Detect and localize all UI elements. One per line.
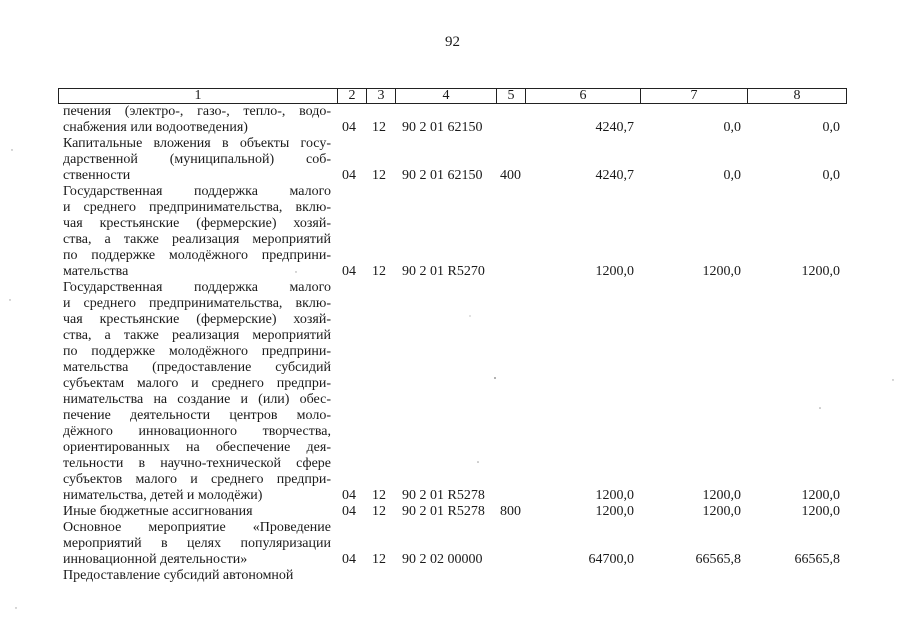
description-line: чая крестьянские (фермерские) хозяй-: [63, 216, 331, 231]
cell-column-5: 800: [500, 504, 521, 519]
column-header-5: 5: [497, 89, 526, 104]
cell-column-3: 12: [372, 264, 386, 279]
cell-column-8: 1200,0: [801, 488, 840, 503]
column-header-2: 2: [338, 89, 367, 104]
table-row: [0, 568, 905, 584]
cell-column-8: 1200,0: [801, 504, 840, 519]
cell-column-7: 66565,8: [695, 552, 741, 567]
cell-column-6: 1200,0: [595, 504, 634, 519]
description-line: Иные бюджетные ассигнования: [63, 504, 253, 519]
cell-column-4: 90 2 01 R5270: [402, 264, 485, 279]
cell-column-2: 04: [342, 504, 356, 519]
description-line: дарственной (муниципальной) соб-: [63, 152, 331, 167]
description-line: субъектам малого и среднего предпри-: [63, 376, 331, 391]
row-description: [63, 184, 331, 280]
table-row: [0, 136, 905, 184]
cell-column-3: 12: [372, 504, 386, 519]
cell-column-6: 1200,0: [595, 488, 634, 503]
cell-column-2: 04: [342, 120, 356, 135]
description-line: Предоставление субсидий автономной: [63, 568, 294, 583]
description-line: ства, а также реализация мероприятий: [63, 328, 331, 343]
row-description: [63, 280, 331, 504]
description-line: ственности: [63, 168, 131, 183]
cell-column-2: 04: [342, 488, 356, 503]
cell-column-3: 12: [372, 488, 386, 503]
cell-column-4: 90 2 01 R5278: [402, 488, 485, 503]
column-header-3: 3: [367, 89, 396, 104]
cell-column-7: 1200,0: [702, 264, 741, 279]
description-line: инновационной деятельности»: [63, 552, 248, 567]
description-line: дёжного инновационного творчества,: [63, 424, 331, 439]
column-header-row: [59, 89, 847, 104]
column-header-table: [58, 88, 847, 104]
table-row: [0, 520, 905, 568]
cell-column-7: 0,0: [723, 168, 741, 183]
cell-column-2: 04: [342, 552, 356, 567]
description-line: мательства (предоставление субсидий: [63, 360, 331, 375]
description-line: чая крестьянские (фермерские) хозяй-: [63, 312, 331, 327]
cell-column-4: 90 2 02 00000: [402, 552, 483, 567]
description-line: и среднего предпринимательства, вклю-: [63, 296, 331, 311]
cell-column-4: 90 2 01 R5278: [402, 504, 485, 519]
table-row: [0, 184, 905, 280]
table-row: [0, 504, 905, 520]
table-body: [0, 104, 905, 584]
cell-column-8: 66565,8: [794, 552, 840, 567]
description-line: тельности в научно-технической сфере: [63, 456, 331, 471]
description-line: ориентированных на обеспечение дея-: [63, 440, 331, 455]
description-line: Государственная поддержка малого: [63, 184, 331, 199]
description-line: Государственная поддержка малого: [63, 280, 331, 295]
row-description: [63, 568, 331, 584]
page-number: 92: [445, 34, 460, 50]
cell-column-2: 04: [342, 168, 356, 183]
cell-column-3: 12: [372, 168, 386, 183]
row-description: [63, 136, 331, 184]
table-row: [0, 104, 905, 136]
cell-column-7: 1200,0: [702, 488, 741, 503]
row-description: [63, 104, 331, 136]
column-header-7: 7: [641, 89, 748, 104]
description-line: субъектов малого и среднего предпри-: [63, 472, 331, 487]
cell-column-6: 4240,7: [595, 120, 634, 135]
column-header-4: 4: [396, 89, 497, 104]
description-line: по поддержке молодёжного предприни-: [63, 344, 331, 359]
description-line: нимательства, детей и молодёжи): [63, 488, 263, 503]
cell-column-6: 64700,0: [588, 552, 634, 567]
description-line: снабжения или водоотведения): [63, 120, 248, 135]
cell-column-3: 12: [372, 120, 386, 135]
cell-column-8: 0,0: [822, 120, 840, 135]
column-header-6: 6: [526, 89, 641, 104]
description-line: и среднего предпринимательства, вклю-: [63, 200, 331, 215]
cell-column-4: 90 2 01 62150: [402, 168, 483, 183]
cell-column-7: 1200,0: [702, 504, 741, 519]
description-line: печения (электро-, газо-, тепло-, водо-: [63, 104, 331, 119]
description-line: ства, а также реализация мероприятий: [63, 232, 331, 247]
column-header-1: 1: [59, 89, 338, 104]
cell-column-7: 0,0: [723, 120, 741, 135]
table-row: [0, 280, 905, 504]
cell-column-3: 12: [372, 552, 386, 567]
cell-column-8: 1200,0: [801, 264, 840, 279]
cell-column-2: 04: [342, 264, 356, 279]
description-line: по поддержке молодёжного предприни-: [63, 248, 331, 263]
row-description: [63, 504, 331, 520]
description-line: печение деятельности центров моло-: [63, 408, 331, 423]
column-header-8: 8: [748, 89, 847, 104]
row-description: [63, 520, 331, 568]
cell-column-8: 0,0: [822, 168, 840, 183]
cell-column-5: 400: [500, 168, 521, 183]
description-line: мероприятий в целях популяризации: [63, 536, 331, 551]
description-line: нимательства на создание и (или) обес-: [63, 392, 331, 407]
description-line: мательства: [63, 264, 129, 279]
cell-column-6: 4240,7: [595, 168, 634, 183]
cell-column-6: 1200,0: [595, 264, 634, 279]
description-line: Основное мероприятие «Проведение: [63, 520, 331, 535]
cell-column-4: 90 2 01 62150: [402, 120, 483, 135]
description-line: Капитальные вложения в объекты госу-: [63, 136, 331, 151]
